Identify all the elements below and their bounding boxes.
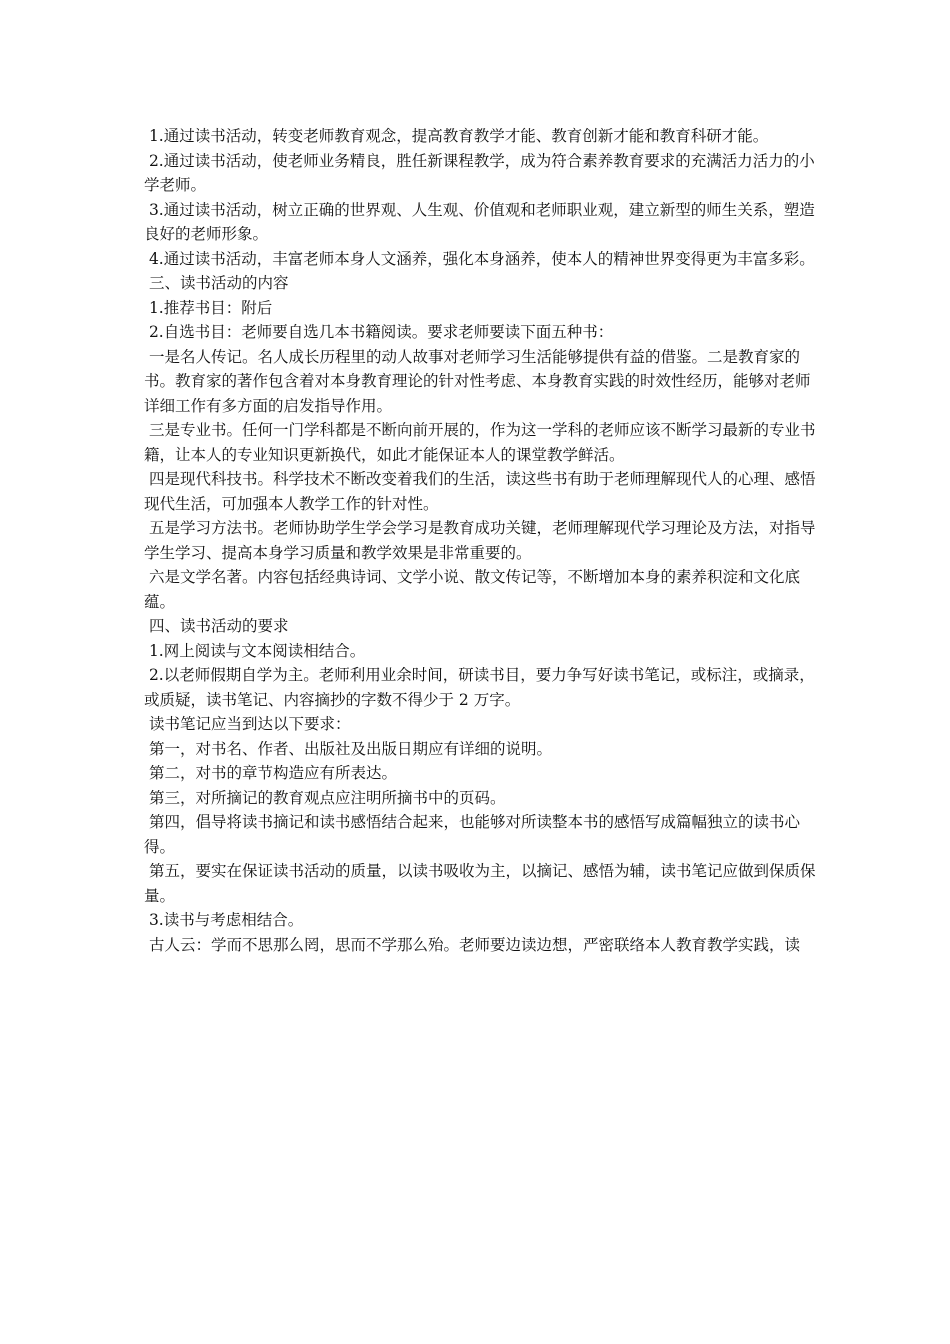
paragraph-book-type-6: 六是文学名著。内容包括经典诗词、文学小说、散文传记等，不断增加本身的素养积淀和文化底蕴。 [144,568,800,611]
paragraph-requirement-1: 1.网上阅读与文本阅读相结合。 [144,641,366,660]
paragraph-goal-4: 4.通过读书活动，丰富老师本身人文涵养，强化本身涵养，使本人的精神世界变得更为丰富多彩。 [144,249,815,268]
paragraph-goal-3: 3.通过读书活动，树立正确的世界观、人生观、价值观和老师职业观，建立新型的师生关系，塑造良好的老师形象。 [144,200,815,243]
paragraph-goal-2: 2.通过读书活动，使老师业务精良，胜任新课程教学，成为符合素养教育要求的充满活力活力的小学老师。 [144,151,815,194]
paragraph-notes-intro: 读书笔记应当到达以下要求： [144,715,351,733]
paragraph-notes-4: 第四，倡导将读书摘记和读书感悟结合起来，也能够对所读整本书的感悟写成篇幅独立的读书心得。 [144,813,800,856]
paragraph-requirement-2: 2.以老师假期自学为主。老师利用业余时间，研读书目，要力争写好读书笔记，或标注，或摘录，或质疑，读书笔记、内容摘抄的字数不得少于 2 万字。 [144,666,815,709]
paragraph-notes-5: 第五，要实在保证读书活动的质量，以读书吸收为主，以摘记、感悟为辅，读书笔记应做到保质保量。 [144,862,816,905]
paragraph-book-type-5: 五是学习方法书。老师协助学生学会学习是教育成功关键，老师理解现代学习理论及方法，对指导学生学习、提高本身学习质量和教学效果是非常重要的。 [144,519,816,562]
paragraph-notes-3: 第三，对所摘记的教育观点应注明所摘书中的页码。 [144,788,506,807]
document-body [144,124,816,957]
paragraph-notes-1: 第一，对书名、作者、出版社及出版日期应有详细的说明。 [144,739,552,758]
paragraph-book-type-1: 一是名人传记。名人成长历程里的动人故事对老师学习生活能够提供有益的借鉴。二是教育家的书。教育家的著作包含着对本身教育理论的针对性考虑、本身教育实践的时效性经历，能够对老师详细工作有多方面的启发指导作用。 [144,347,811,415]
paragraph-book-type-3: 三是专业书。任何一门学科都是不断向前开展的，作为这一学科的老师应该不断学习最新的专业书籍，让本人的专业知识更新换代，如此才能保证本人的课堂教学鲜活。 [144,421,816,464]
paragraph-recommended-books: 1.推荐书目：附后 [144,298,273,317]
paragraph-goal-1: 1.通过读书活动，转变老师教育观念，提高教育教学才能、教育创新才能和教育科研才能。 [144,127,769,145]
section-heading-requirements: 四、读书活动的要求 [144,617,289,635]
paragraph-ancient-saying: 古人云：学而不思那么罔，思而不学那么殆。老师要边读边想，严密联络本人教育教学实践，读 [144,935,800,954]
section-heading-content: 三、读书活动的内容 [144,274,289,292]
paragraph-requirement-3: 3.读书与考虑相结合。 [144,911,304,929]
paragraph-book-type-4: 四是现代科技书。科学技术不断改变着我们的生活，读这些书有助于老师理解现代人的心理、感悟现代生活，可加强本人教学工作的针对性。 [144,470,816,513]
paragraph-self-selected-books: 2.自选书目：老师要自选几本书籍阅读。要求老师要读下面五种书： [144,323,614,341]
paragraph-notes-2: 第二，对书的章节构造应有所表达。 [144,764,397,782]
